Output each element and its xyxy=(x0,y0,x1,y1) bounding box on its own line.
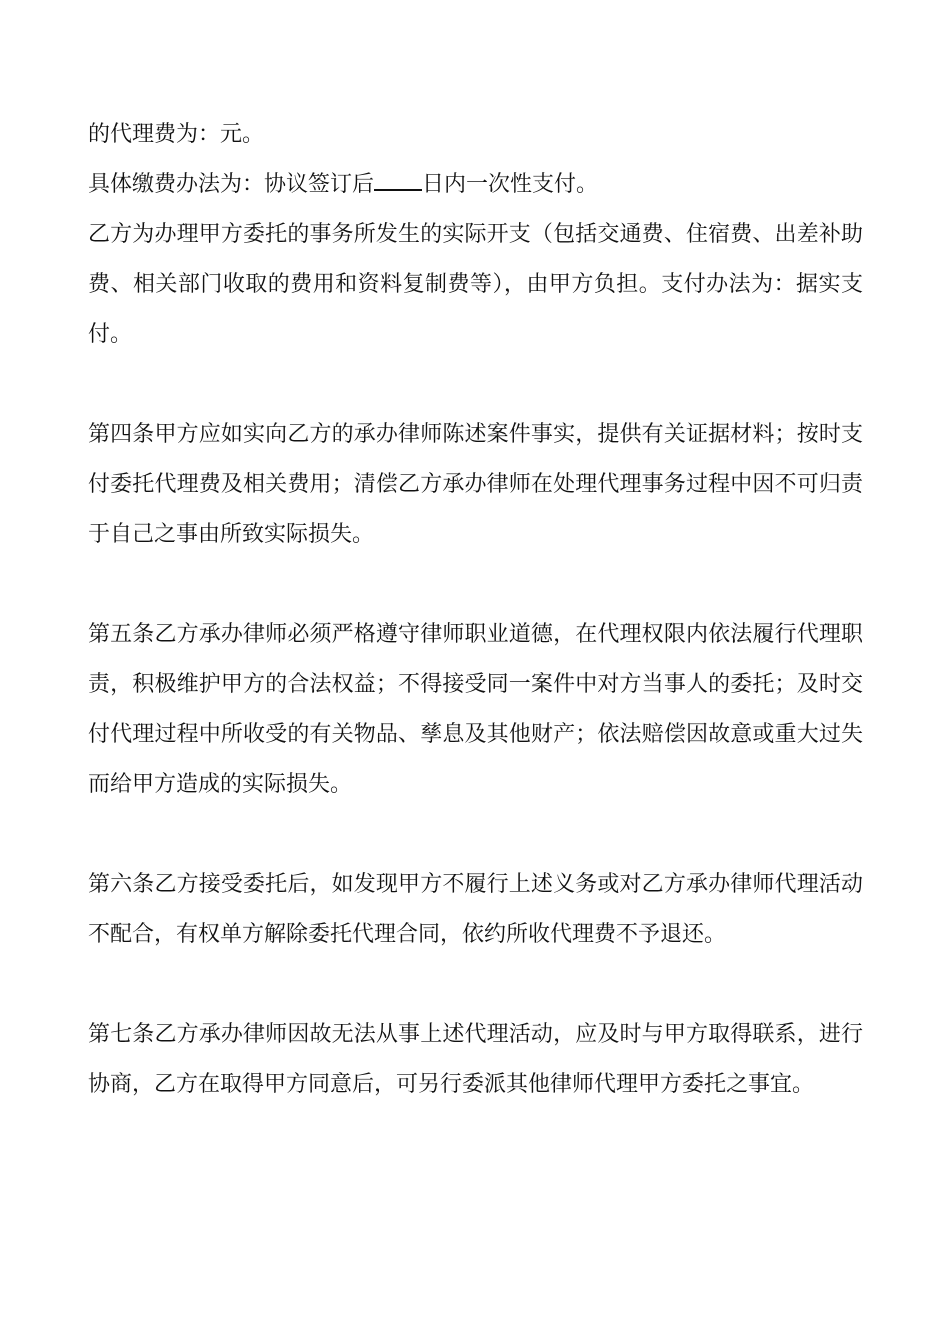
document-body xyxy=(88,110,863,1110)
paragraph-gap xyxy=(88,560,863,610)
article-six: 第六条乙方接受委托后，如发现甲方不履行上述义务或对乙方承办律师代理活动不配合，有权单方解除委托代理合同，依约所收代理费不予退还。 xyxy=(88,872,863,947)
payment-method-text-before: 具体缴费办法为：协议签订后 xyxy=(88,172,375,197)
paragraph-fee xyxy=(88,110,863,160)
article-five: 第五条乙方承办律师必须严格遵守律师职业道德，在代理权限内依法履行代理职责，积极维护甲方的合法权益；不得接受同一案件中对方当事人的委托；及时交付代理过程中所收受的有关物品、孳息及其他财产；依法赔偿因故意或重大过失而给甲方造成的实际损失。 xyxy=(88,622,863,797)
days-blank-field xyxy=(374,171,422,191)
paragraph-payment-method xyxy=(88,160,863,210)
payment-method-text-after: 日内一次性支付。 xyxy=(422,172,599,197)
paragraph-fee-text: 的代理费为：元。 xyxy=(88,122,265,147)
article-seven: 第七条乙方承办律师因故无法从事上述代理活动，应及时与甲方取得联系，进行协商，乙方在取得甲方同意后，可另行委派其他律师代理甲方委托之事宜。 xyxy=(88,1022,863,1097)
paragraph-expenses: 乙方为办理甲方委托的事务所发生的实际开支（包括交通费、住宿费、出差补助费、相关部门收取的费用和资料复制费等），由甲方负担。支付办法为：据实支付。 xyxy=(88,222,863,347)
paragraph-gap xyxy=(88,360,863,410)
paragraph-gap xyxy=(88,960,863,1010)
paragraph-gap xyxy=(88,810,863,860)
article-four: 第四条甲方应如实向乙方的承办律师陈述案件事实，提供有关证据材料；按时支付委托代理费及相关费用；清偿乙方承办律师在处理代理事务过程中因不可归责于自己之事由所致实际损失。 xyxy=(88,422,863,547)
